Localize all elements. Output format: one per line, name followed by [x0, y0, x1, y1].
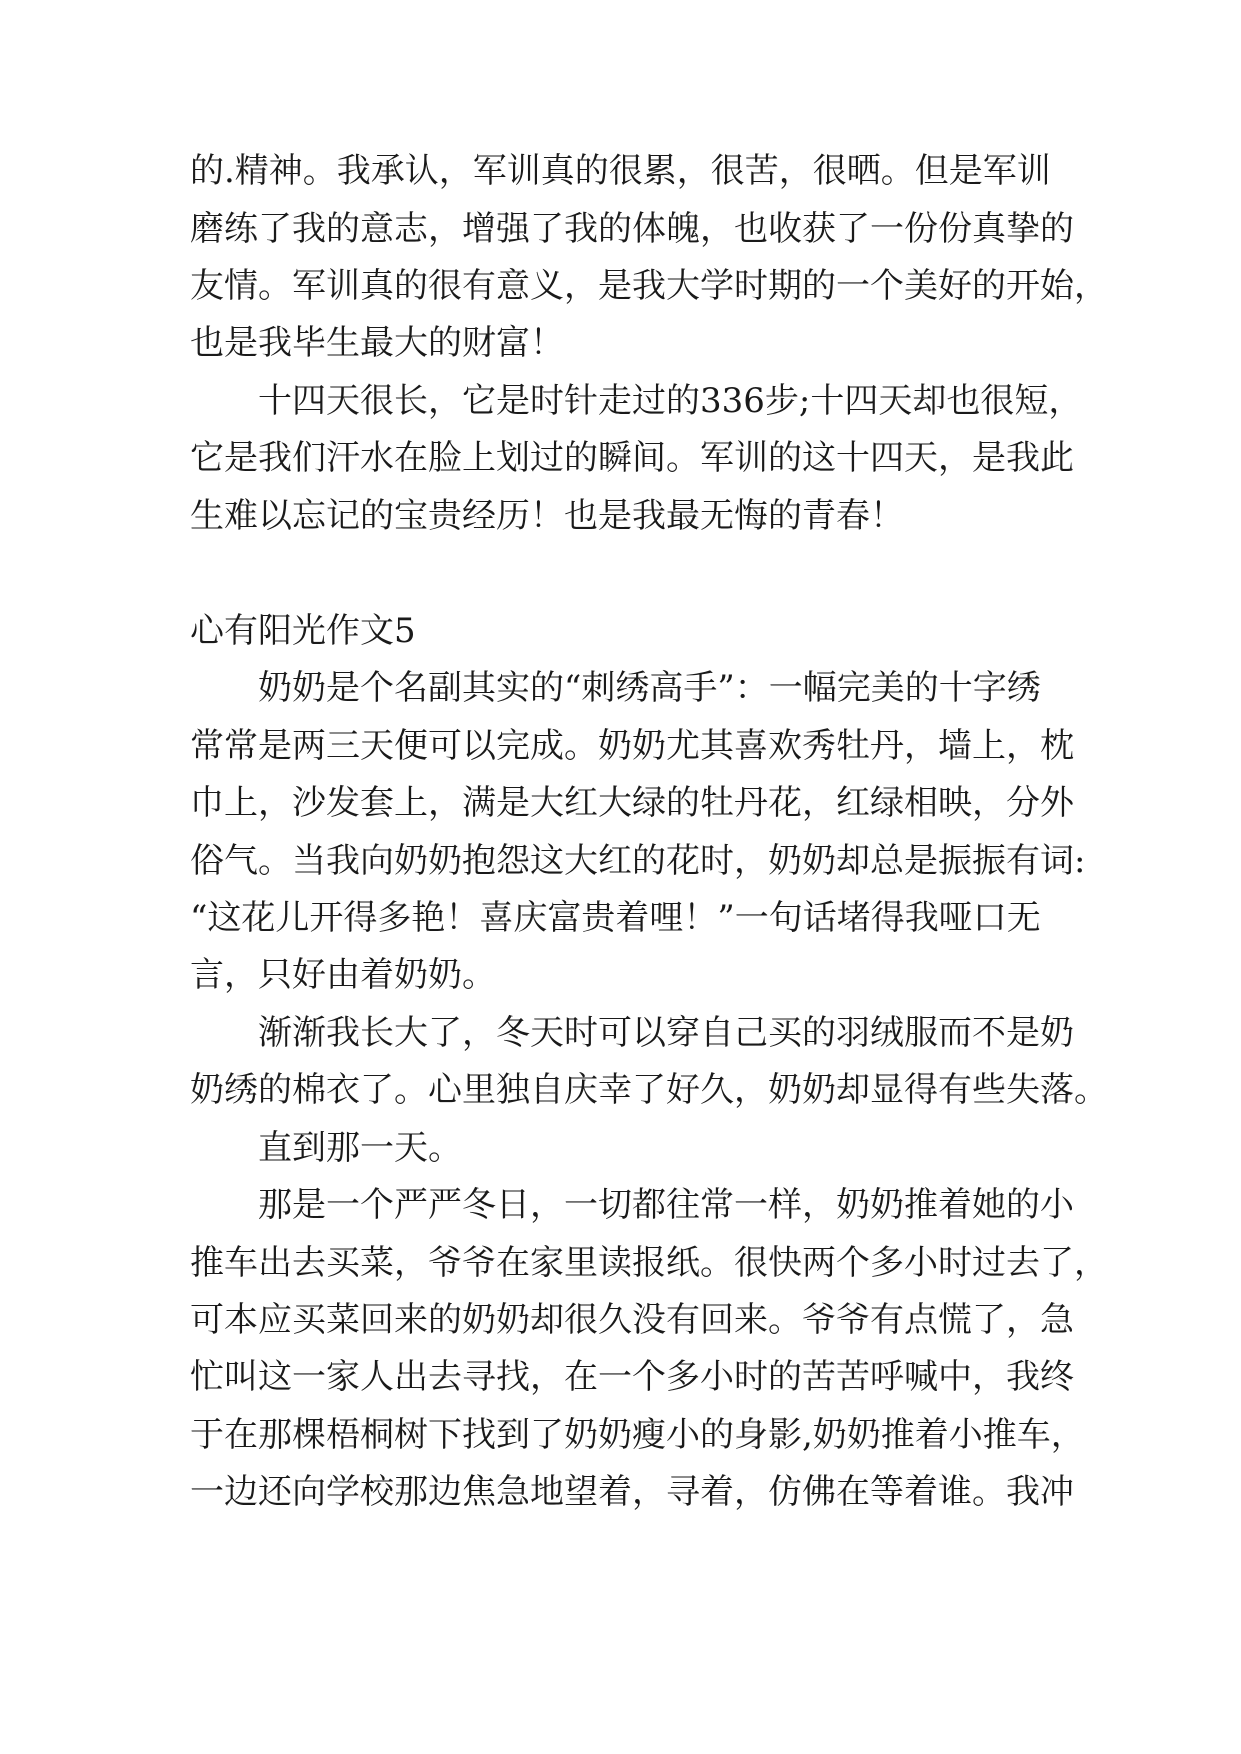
paragraph-line: 渐渐我长大了，冬天时可以穿自己买的羽绒服而不是奶	[258, 1013, 1074, 1053]
paragraph-line: 于在那棵梧桐树下找到了奶奶瘦小的身影,奶奶推着小推车，	[190, 1415, 1085, 1455]
paragraph-line: 常常是两三天便可以完成。奶奶尤其喜欢秀牡丹，墙上，枕	[190, 726, 1074, 766]
paragraph-line: 友情。军训真的很有意义，是我大学时期的一个美好的开始，	[190, 266, 1108, 306]
paragraph-line: 那是一个严严冬日，一切都往常一样，奶奶推着她的小	[258, 1185, 1074, 1225]
section-heading: 心有阳光作文5	[190, 611, 416, 651]
paragraph-line: 巾上，沙发套上，满是大红大绿的牡丹花，红绿相映，分外	[190, 783, 1074, 823]
paragraph-line: 也是我毕生最大的财富！	[190, 323, 564, 363]
paragraph-line: 十四天很长，它是时针走过的336步;十四天却也很短，	[258, 381, 1083, 421]
paragraph-line: 一边还向学校那边焦急地望着，寻着，仿佛在等着谁。我冲	[190, 1472, 1074, 1512]
paragraph-line: 的.精神。我承认，军训真的很累，很苦，很晒。但是军训	[190, 151, 1051, 191]
paragraph-line: 忙叫这一家人出去寻找，在一个多小时的苦苦呼喊中，我终	[190, 1357, 1074, 1397]
paragraph-line: “这花儿开得多艳！喜庆富贵着哩！”一句话堵得我哑口无	[190, 898, 1041, 938]
paragraph-line: 它是我们汗水在脸上划过的瞬间。军训的这十四天，是我此	[190, 438, 1074, 478]
paragraph-line: 可本应买菜回来的奶奶却很久没有回来。爷爷有点慌了，急	[190, 1300, 1074, 1340]
paragraph-line: 直到那一天。	[258, 1128, 462, 1168]
paragraph-line: 生难以忘记的宝贵经历！也是我最无悔的青春！	[190, 496, 904, 536]
paragraph-line: 言，只好由着奶奶。	[190, 955, 496, 995]
paragraph-line: 俗气。当我向奶奶抱怨这大红的花时，奶奶却总是振振有词:	[190, 841, 1086, 881]
paragraph-line: 奶奶是个名副其实的“刺绣高手”：一幅完美的十字绣	[258, 668, 1041, 708]
paragraph-line: 奶绣的棉衣了。心里独自庆幸了好久，奶奶却显得有些失落。	[190, 1070, 1108, 1110]
paragraph-line: 推车出去买菜，爷爷在家里读报纸。很快两个多小时过去了，	[190, 1243, 1108, 1283]
paragraph-line: 磨练了我的意志，增强了我的体魄，也收获了一份份真挚的	[190, 209, 1074, 249]
